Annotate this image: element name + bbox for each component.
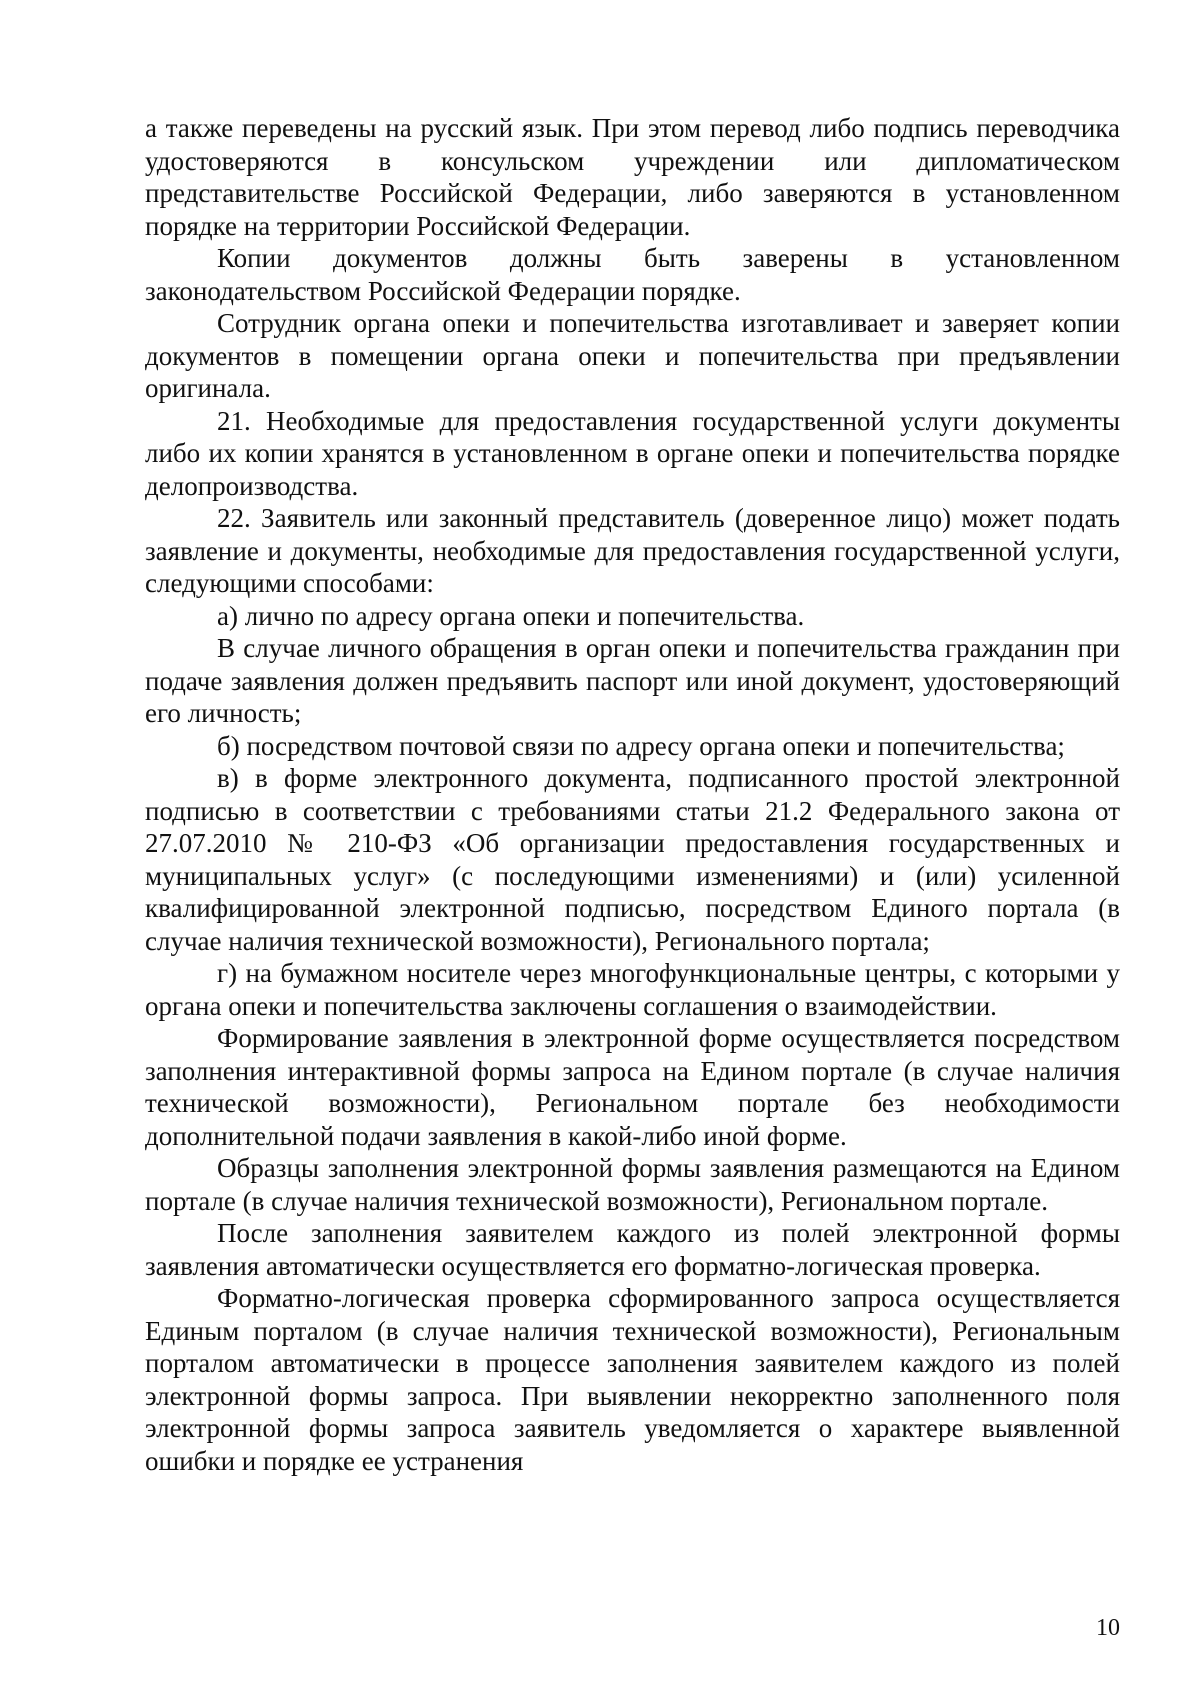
paragraph-2: Копии документов должны быть заверены в установленном законодательством Российской Федерации порядке.: [145, 243, 1120, 306]
paragraph-11: Формирование заявления в электронной форме осуществляется посредством заполнения интерактивной формы запроса на Едином портале (в случае наличия технической возможности), Региональном портале без необходимости дополнительной подачи заявления в какой-либо иной форме.: [145, 1023, 1120, 1151]
paragraph-12: Образцы заполнения электронной формы заявления размещаются на Едином портале (в случае наличия технической возможности), Региональном портале.: [145, 1153, 1120, 1216]
paragraph-3: Сотрудник органа опеки и попечительства изготавливает и заверяет копии документов в помещении органа опеки и попечительства при предъявлении оригинала.: [145, 308, 1120, 403]
document-body: [145, 112, 1120, 1477]
paragraph-4: 21. Необходимые для предоставления государственной услуги документы либо их копии хранятся в установленном в органе опеки и попечительства порядке делопроизводства.: [145, 405, 1120, 501]
paragraph-10: г) на бумажном носителе через многофункциональные центры, с которыми у органа опеки и попечительства заключены соглашения о взаимодействии.: [145, 958, 1120, 1021]
paragraph-9: в) в форме электронного документа, подписанного простой электронной подписью в соответствии с требованиями статьи 21.2 Федерального закона от 27.07.2010 № 210-ФЗ «Об организации предоставления государственных и муниципальных услуг» (с последующими изменениями) и (или) усиленной квалифицированной электронной подписью, посредством Единого портала (в случае наличия технической возможности), Регионального портала;: [145, 763, 1120, 956]
paragraph-8: б) посредством почтовой связи по адресу органа опеки и попечительства;: [217, 730, 1065, 761]
page-number: 10: [1096, 1615, 1120, 1641]
paragraph-13: После заполнения заявителем каждого из полей электронной формы заявления автоматически осуществляется его форматно-логическая проверка.: [145, 1218, 1120, 1281]
paragraph-1: а также переведены на русский язык. При этом перевод либо подпись переводчика удостоверяются в консульском учреждении или дипломатическом представительстве Российской Федерации, либо заверяются в установленном порядке на территории Российской Федерации.: [145, 113, 1120, 241]
paragraph-6: а) лично по адресу органа опеки и попечительства.: [217, 600, 805, 631]
paragraph-14: Форматно-логическая проверка сформированного запроса осуществляется Единым порталом (в случае наличия технической возможности), Региональным порталом автоматически в процессе заполнения заявителем каждого из полей электронной формы запроса. При выявлении некорректно заполненного поля электронной формы запроса заявитель уведомляется о характере выявленной ошибки и порядке ее устранения: [145, 1283, 1120, 1476]
paragraph-5: 22. Заявитель или законный представитель (доверенное лицо) может подать заявление и документы, необходимые для предоставления государственной услуги, следующими способами:: [145, 503, 1120, 598]
paragraph-7: В случае личного обращения в орган опеки и попечительства гражданин при подаче заявления должен предъявить паспорт или иной документ, удостоверяющий его личность;: [145, 633, 1120, 728]
